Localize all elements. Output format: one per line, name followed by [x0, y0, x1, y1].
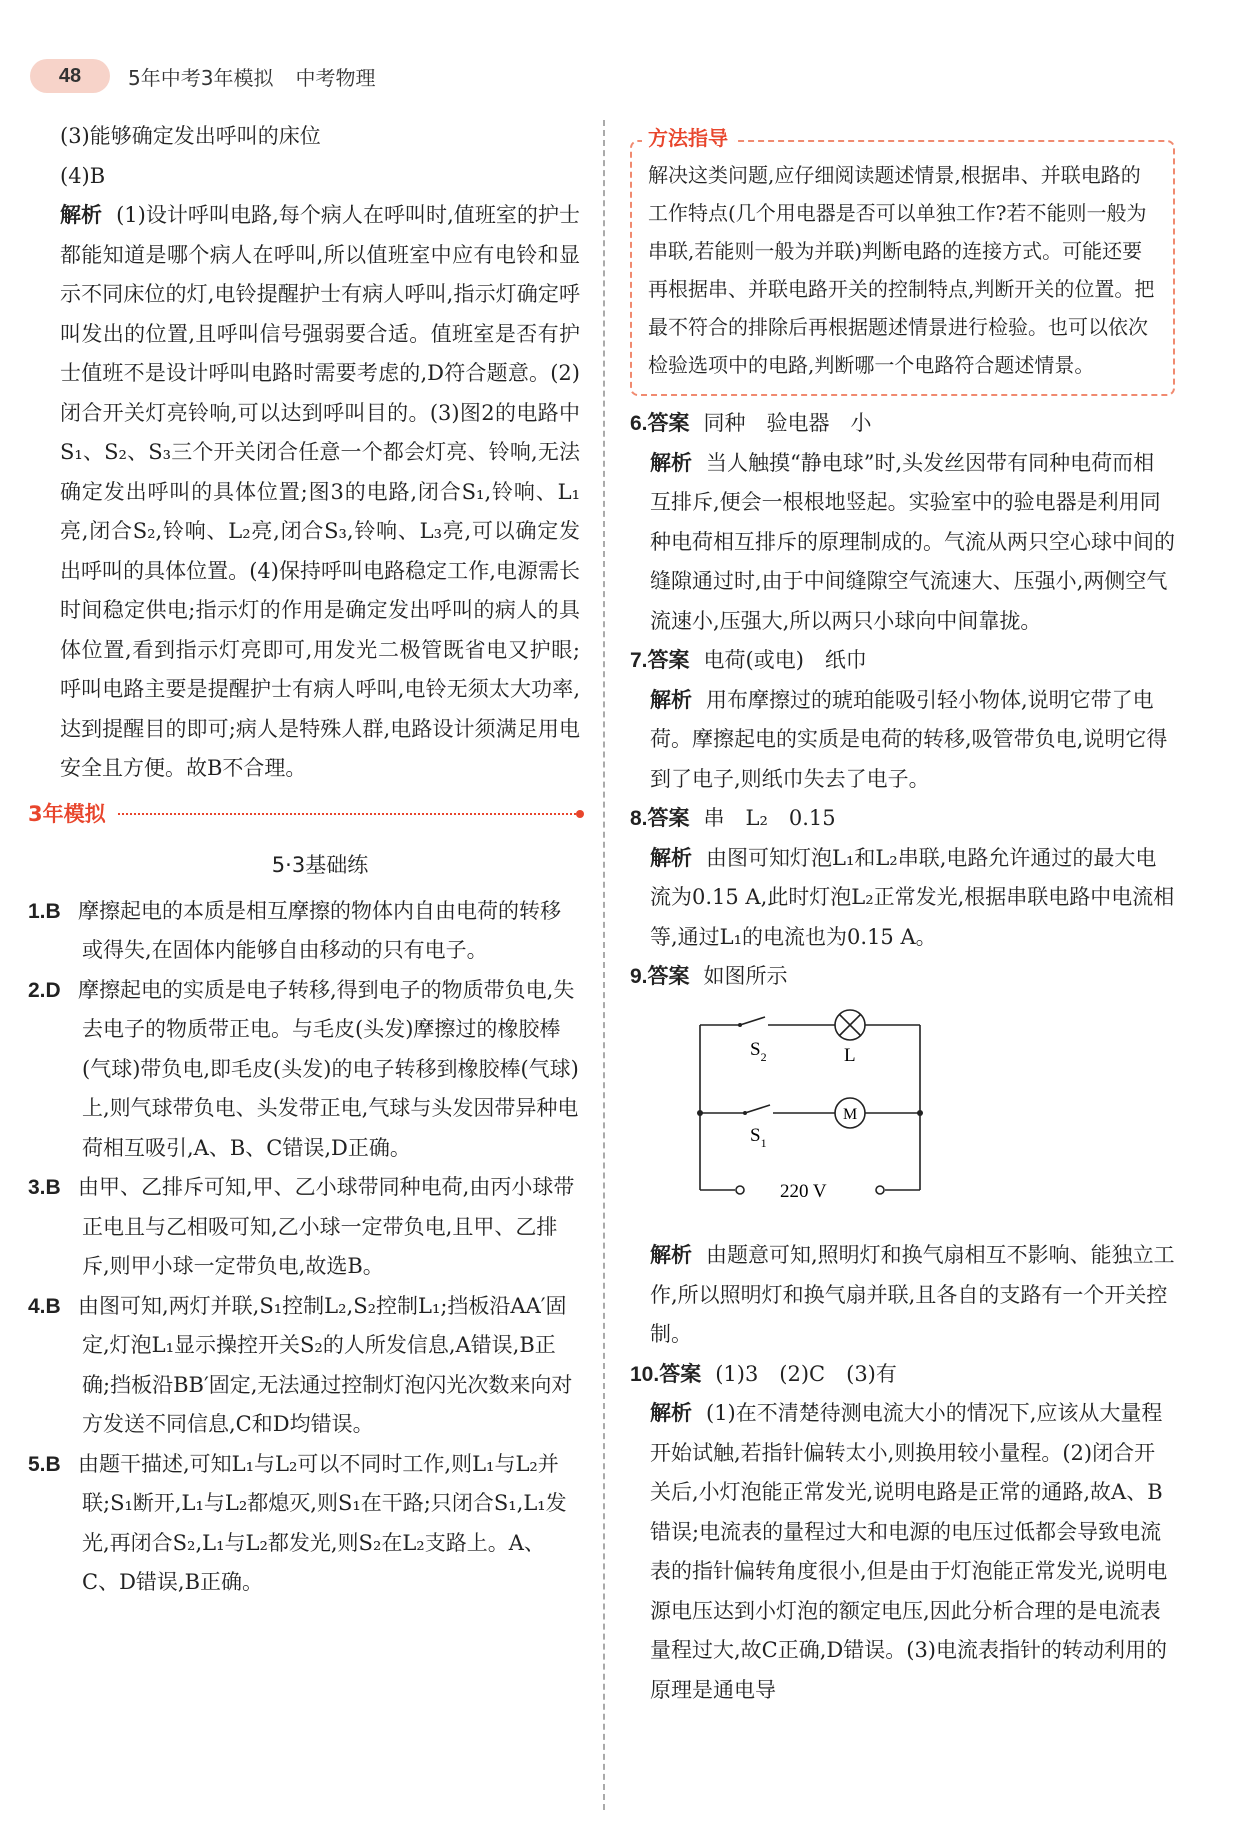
answer-line-3: (3)能够确定发出呼叫的床位: [60, 124, 321, 148]
question-number: 8.: [630, 807, 648, 830]
subsection-title: 5·3基础练: [271, 853, 369, 877]
answer-text: 电荷(或电) 纸巾: [703, 648, 867, 672]
lamp-label: L: [844, 1044, 856, 1066]
analysis-9: [630, 1236, 1175, 1355]
question-number: 9.: [630, 965, 648, 988]
analysis-8: [630, 839, 1175, 958]
item-text: 摩擦起电的实质是电子转移,得到电子的物质带负电,失去电子的物质带正电。与毛皮(头发)摩擦过的橡胶棒(气球)带负电,即毛皮(头发)的电子转移到橡胶棒(气球)上,则气球带负电、头发带正电,气球与头发因带异种电荷相互吸引,A、B、C错误,D正确。: [78, 977, 579, 1160]
answer-text: 串 L₂ 0.15: [703, 806, 836, 830]
analysis-text: (1)设计呼叫电路,每个病人在呼叫时,值班室的护士都能知道是哪个病人在呼叫,所以值班室中应有电铃和显示不同床位的灯,电铃提醒护士有病人呼叫,指示灯确定呼叫发出的位置,且呼叫信号强弱要合适。值班室是否有护士值班不是设计呼叫电路时需要考虑的,D符合题意。(2)闭合开关灯亮铃响,可以达到呼叫目的。(3)图2的电路中S₁、S₂、S₃三个开关闭合任意一个都会灯亮、铃响,无法确定发出呼叫的具体位置;图3的电路,闭合S₁,铃响、L₁亮,闭合S₂,铃响、L₂亮,闭合S₃,铃响、L₃亮,可以确定发出呼叫的具体位置。(4)保持呼叫电路稳定工作,电源需长时间稳定供电;指示灯的作用是确定发出呼叫的病人的具体位置,看到指示灯亮即可,用发光二极管既省电又护眼;呼叫电路主要是提醒护士有病人呼叫,电铃无须太大功率,达到提醒目的即可;病人是特殊人群,电路设计须满足用电安全且方便。故B不合理。: [60, 203, 580, 780]
right-column: [630, 126, 1175, 1710]
question-number: 7.: [630, 649, 648, 672]
section-divider: [118, 813, 580, 815]
switch-s1-label: $S_1$: [750, 1124, 767, 1150]
voltage-label: 220 V: [780, 1180, 827, 1202]
page-header: [30, 58, 375, 94]
analysis-text: 由图可知灯泡L₁和L₂串联,电路允许通过的最大电流为0.15 A,此时灯泡L₂正常发光,根据串联电路中电流相等,通过L₁的电流也为0.15 A。: [650, 845, 1175, 949]
answer-label: 答案: [647, 648, 690, 672]
analysis-label: 解析: [650, 450, 692, 475]
answer-label: 答案: [647, 411, 690, 435]
item-text: 摩擦起电的本质是相互摩擦的物体内自由电荷的转移或得失,在固体内能够自由移动的只有电子。: [78, 898, 561, 962]
question-number: 10.: [630, 1362, 660, 1386]
list-item: [28, 1445, 580, 1603]
item-number: 3.B: [28, 1176, 61, 1199]
method-text: 解决这类问题,应仔细阅读题述情景,根据串、并联电路的工作特点(几个用电器是否可以单独工作?若不能则一般为串联,若能则一般为并联)判断电路的连接方式。可能还要再根据串、并联电路开关的控制特点,判断开关的位置。把最不符合的排除后再根据题述情景进行检验。也可以依次检验选项中的电路,判断哪一个电路符合题述情景。: [648, 163, 1155, 377]
analysis-7: [630, 681, 1175, 800]
item-text: 由甲、乙排斥可知,甲、乙小球带同种电荷,由丙小球带正电且与乙相吸可知,乙小球一定带负电,且甲、乙排斥,则甲小球一定带负电,故选B。: [78, 1175, 575, 1278]
list-item: [28, 1287, 580, 1445]
switch-s2-label: $S_2$: [750, 1038, 767, 1064]
item-text: 由题干描述,可知L₁与L₂可以不同时工作,则L₁与L₂并联;S₁断开,L₁与L₂都熄灭,则S₁在干路;只闭合S₁,L₁发光,再闭合S₂,L₁与L₂都发光,则S₂在L₂支路上。A、C、D错误,B正确。: [78, 1451, 567, 1594]
answer-8: [630, 799, 1175, 839]
analysis-text: 用布摩擦过的琥珀能吸引轻小物体,说明它带了电荷。摩擦起电的实质是电荷的转移,吸管带负电,说明它得到了电子,则纸巾失去了电子。: [650, 687, 1168, 791]
analysis-label: 解析: [650, 845, 692, 870]
switch-s1-blade: [745, 1105, 770, 1113]
answer-text: 如图所示: [703, 964, 788, 988]
answer-10: [630, 1355, 1175, 1395]
item-number: 1.B: [28, 899, 61, 923]
answer-7: [630, 641, 1175, 681]
page-number: 48: [30, 59, 110, 93]
analysis-label: 解析: [650, 1243, 692, 1267]
answer-text: 同种 验电器 小: [703, 411, 872, 435]
list-item: [28, 971, 580, 1169]
analysis-6: [630, 444, 1175, 642]
method-guide-box: [630, 126, 1175, 396]
answer-label: 答案: [659, 1361, 702, 1386]
list-item: [28, 892, 580, 971]
answer-text: (1)3 (2)C (3)有: [715, 1361, 897, 1386]
answer-9: [630, 957, 1175, 997]
item-text: 由图可知,两灯并联,S₁控制L₂,S₂控制L₁;挡板沿AA′固定,灯泡L₁显示操控开关S₂的人所发信息,A错误,B正确;挡板沿BB′固定,无法通过控制灯泡闪光次数来向对方发送不同信息,C和D均错误。: [78, 1293, 573, 1436]
switch-s2-blade: [740, 1017, 765, 1025]
question-number: 6.: [630, 412, 648, 435]
left-column: [28, 117, 580, 1603]
method-title: 方法指导: [642, 124, 734, 152]
answer-label: 答案: [647, 964, 690, 988]
section-title: 3年模拟: [28, 801, 106, 826]
motor-label: M: [843, 1105, 858, 1123]
section-heading: [28, 795, 580, 835]
analysis-label: 解析: [60, 203, 103, 227]
answer-6: [630, 404, 1175, 444]
analysis-10: [630, 1394, 1175, 1710]
analysis-label: 解析: [650, 1401, 692, 1425]
circuit-diagram: [680, 1005, 940, 1215]
analysis-text: 由题意可知,照明灯和换气扇相互不影响、能独立工作,所以照明灯和换气扇并联,且各自的支路有一个开关控制。: [650, 1243, 1175, 1346]
item-number: 2.D: [28, 978, 61, 1002]
item-number: 5.B: [28, 1452, 61, 1476]
column-divider: [603, 120, 605, 1810]
analysis-paragraph: [60, 196, 580, 789]
analysis-text: 当人触摸“静电球”时,头发丝因带有同种电荷而相互排斥,便会一根根地竖起。实验室中的验电器是利用同种电荷相互排斥的原理制成的。气流从两只空心球中间的缝隙通过时,由于中间缝隙空气流速大、压强小,两侧空气流速小,压强大,所以两只小球向中间靠拢。: [650, 450, 1175, 633]
subject-title: 中考物理: [295, 65, 376, 90]
item-number: 4.B: [28, 1294, 61, 1318]
analysis-label: 解析: [650, 687, 692, 712]
answer-line-4: (4)B: [60, 163, 106, 188]
book-title: 5年中考3年模拟: [128, 65, 274, 90]
analysis-text: (1)在不清楚待测电流大小的情况下,应该从大量程开始试触,若指针偏转太小,则换用较小量程。(2)闭合开关后,小灯泡能正常发光,说明电路是正常的通路,故A、B错误;电流表的量程过大和电源的电压过低都会导致电流表的指针偏转角度很小,但是由于灯泡能正常发光,说明电源电压达到小灯泡的额定电压,因此分析合理的是电流表量程过大,故C正确,D错误。(3)电流表指针的转动利用的原理是通电导: [650, 1401, 1168, 1702]
list-item: [28, 1168, 580, 1287]
answer-label: 答案: [647, 806, 690, 830]
